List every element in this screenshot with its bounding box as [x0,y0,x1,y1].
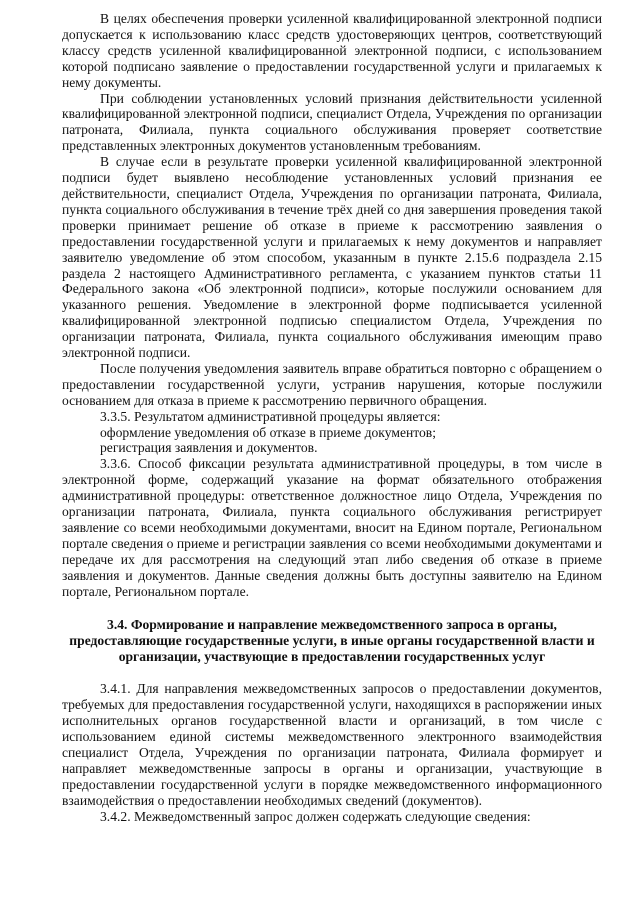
paragraph: После получения уведомления заявитель вправе обратиться повторно с обращением о предоставлении государственной услуги, устранив нарушения, которые послужили основанием для отказа в приеме к рассмотрению первичного обращения. [62,360,602,408]
paragraph: регистрация заявления и документов. [100,440,318,456]
paragraph: 3.4.1. Для направления межведомственных запросов о предоставлении документов, требуемых для предоставления государственной услуги, находящихся в распоряжении иных исполнительных органов государственной власти и организаций, в том числе с использованием единой системы межведомственного электронного взаимодействия специалист Отдела, Учреждения по организации патроната, Филиала формирует и направляет межведомственные запросы в органы и организации, участвующие в предоставлении государственной услуги в порядке межведомственного информационного взаимодействия о предоставлении необходимых сведений (документов). [62,681,602,808]
paragraph: 3.3.5. Результатом административной процедуры является: [100,408,441,424]
paragraph: 3.4.2. Межведомственный запрос должен содержать следующие сведения: [100,808,531,824]
paragraph: В целях обеспечения проверки усиленной квалифицированной электронной подписи допускается к использованию класс средств удостоверяющих центров, соответствующий классу средств усиленной квалифицированной электронной подписи, с использованием которой подписано заявление о предоставлении государственной услуги и прилагаемых к нему документы. [62,11,602,90]
paragraph: При соблюдении установленных условий признания действительности усиленной квалифицированной электронной подписи, специалист Отдела, Учреждения по организации патроната, Филиала, пункта социального обслуживания проверяет соответствие представленных электронных документов установленным требованиям. [62,90,602,154]
document-page [62,11,602,825]
paragraph: оформление уведомления об отказе в приеме документов; [100,424,436,440]
paragraph: 3.3.6. Способ фиксации результата административной процедуры, в том числе в электронной форме, содержащий указание на формат обязательного отображения административной процедуры: ответственное должностное лицо Отдела, Учреждения по организации патроната, Филиала, пункта социального обслуживания регистрирует заявление со всеми необходимыми документами, вносит на Едином портале, Региональном портале сведения о приеме и регистрации заявления со всеми необходимыми документами и передаче их для рассмотрения на следующий этап либо сведения об отказе в приеме заявления и документов. Данные сведения должны быть доступны заявителю на Едином портале, Региональном портале. [62,456,602,599]
paragraph: В случае если в результате проверки усиленной квалифицированной электронной подписи будет выявлено несоблюдение установленных условий признания ее действительности, специалист Отдела, Учреждения по организации патроната, Филиала, пункта социального обслуживания в течение трёх дней со дня завершения проведения такой проверки принимает решение об отказе в приеме к рассмотрению заявления о предоставлении государственной услуги и прилагаемых к нему документов и направляет заявителю уведомление об этом способом, указанным в пункте 2.15.6 подраздела 2.15 раздела 2 настоящего Административного регламента, с указанием пунктов статьи 11 Федерального закона «Об электронной подписи», которые послужили основанием для указанного решения. Уведомление в электронной форме подписывается усиленной квалифицированной электронной подписью специалистом Отдела, Учреждения по организации патроната, Филиала, пункта социального обслуживания имеющим право электронной подписи. [62,154,602,361]
section-heading: 3.4. Формирование и направление межведомственного запроса в органы, предоставляющие государственные услуги, в иные органы государственной власти и организации, участвующие в предоставлении государственных услуг [69,616,595,665]
